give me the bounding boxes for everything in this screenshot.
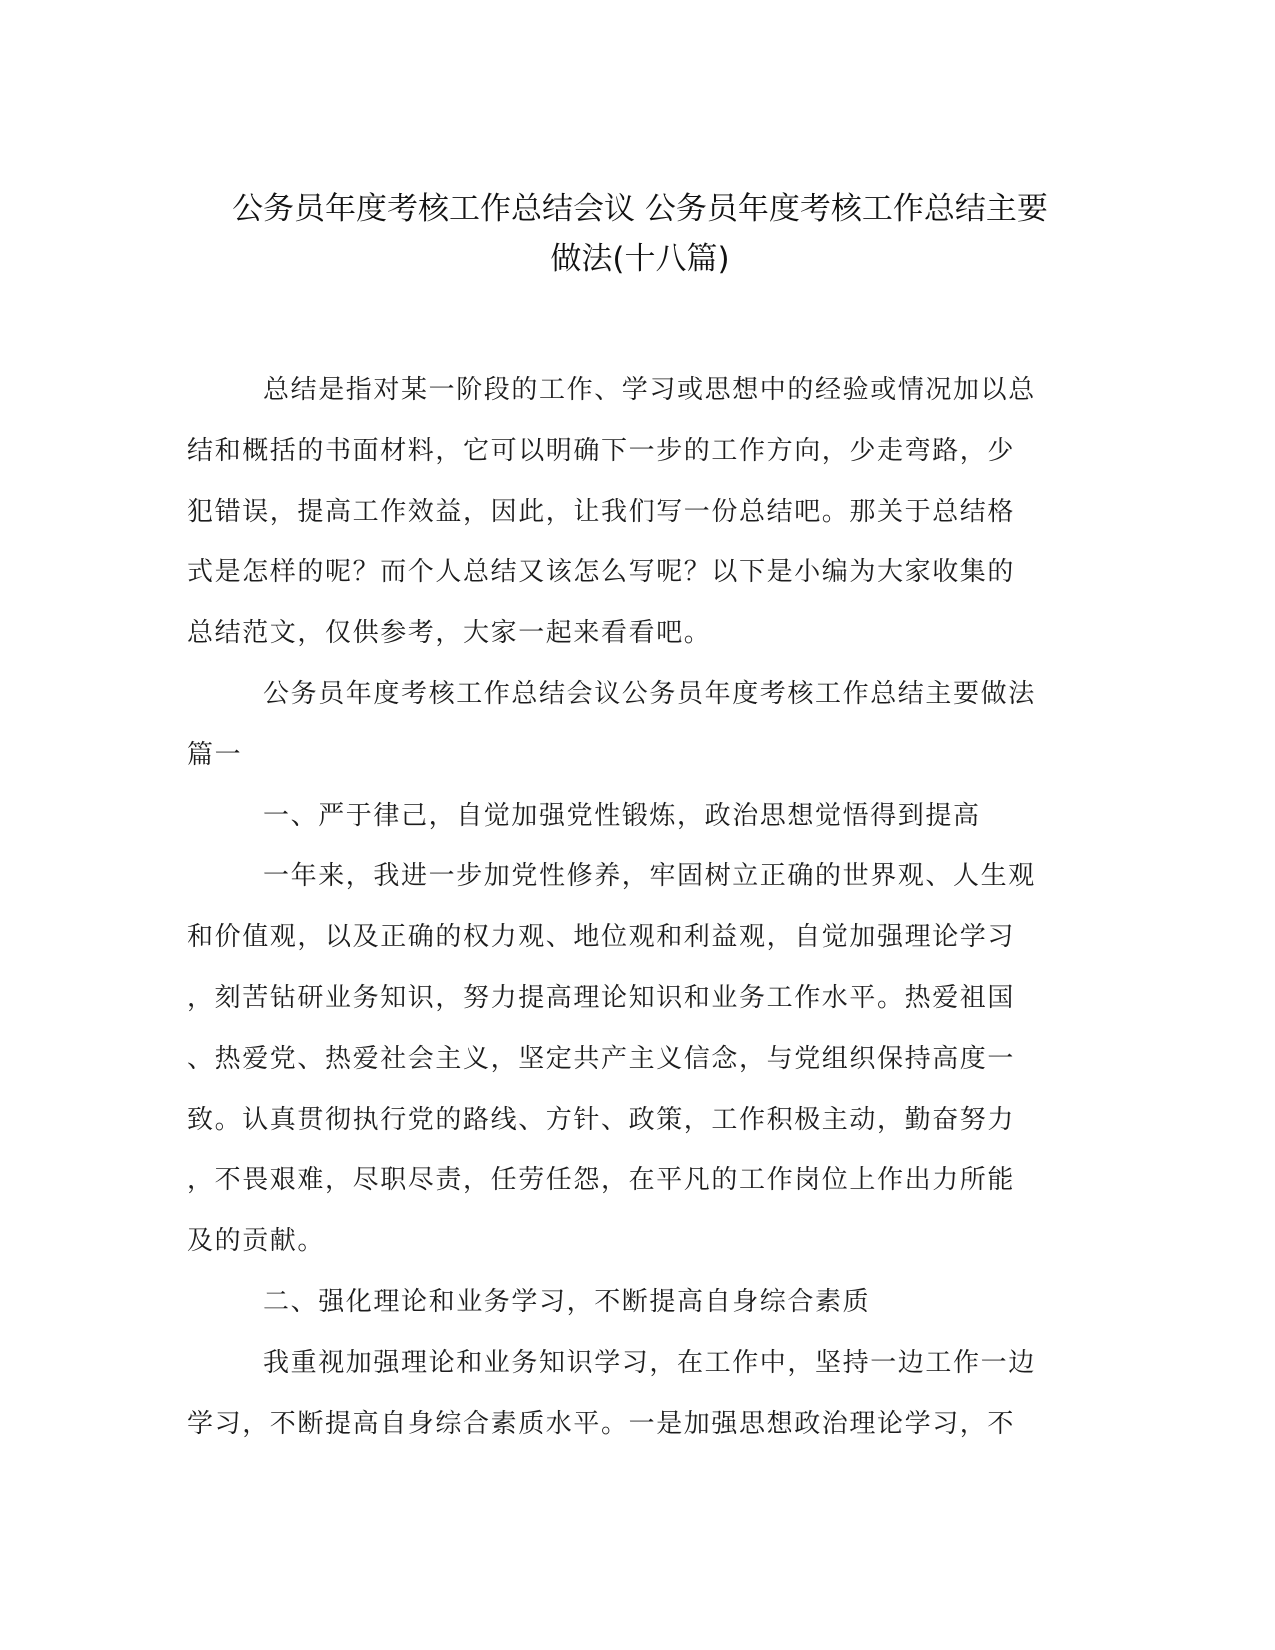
body-text-line: 公务员年度考核工作总结会议公务员年度考核工作总结主要做法: [263, 678, 1036, 709]
body-text-line: 犯错误，提高工作效益，因此，让我们写一份总结吧。那关于总结格: [187, 496, 1016, 527]
body-text-line: 篇一: [187, 739, 243, 770]
body-text-line: 、热爱党、热爱社会主义，坚定共产主义信念，与党组织保持高度一: [187, 1043, 1016, 1074]
body-text-line: 和价值观，以及正确的权力观、地位观和利益观，自觉加强理论学习: [187, 922, 1016, 953]
body-text-line: 总结范文，仅供参考，大家一起来看看吧。: [187, 618, 712, 649]
document-title: [140, 184, 1140, 284]
body-text-line: 学习，不断提高自身综合素质水平。一是加强思想政治理论学习，不: [187, 1408, 1016, 1439]
body-text-line: 式是怎样的呢？而个人总结又该怎么写呢？以下是小编为大家收集的: [187, 557, 1016, 588]
body-text-line: 二、强化理论和业务学习，不断提高自身综合素质: [263, 1286, 871, 1317]
body-text-line: 我重视加强理论和业务知识学习，在工作中，坚持一边工作一边: [263, 1347, 1036, 1378]
body-text-line: ，刻苦钻研业务知识，努力提高理论知识和业务工作水平。热爱祖国: [187, 982, 1016, 1013]
body-text-line: 致。认真贯彻执行党的路线、方针、政策，工作积极主动，勤奋努力: [187, 1104, 1016, 1135]
body-text-line: 总结是指对某一阶段的工作、学习或思想中的经验或情况加以总: [263, 375, 1036, 405]
body-text-line: ，不畏艰难，尽职尽责，任劳任怨，在平凡的工作岗位上作出力所能: [187, 1165, 1016, 1196]
title-line-2: 做法(十八篇): [550, 241, 730, 277]
body-text-line: 一、严于律己，自觉加强党性锻炼，政治思想觉悟得到提高: [263, 800, 981, 831]
body-text-line: 结和概括的书面材料，它可以明确下一步的工作方向，少走弯路，少: [187, 435, 1016, 466]
body-text-line: 一年来，我进一步加党性修养，牢固树立正确的世界观、人生观: [263, 861, 1036, 892]
document-body: [187, 360, 1067, 1454]
title-line-1: 公务员年度考核工作总结会议 公务员年度考核工作总结主要: [232, 191, 1048, 227]
body-text-line: 及的贡献。: [187, 1226, 326, 1257]
